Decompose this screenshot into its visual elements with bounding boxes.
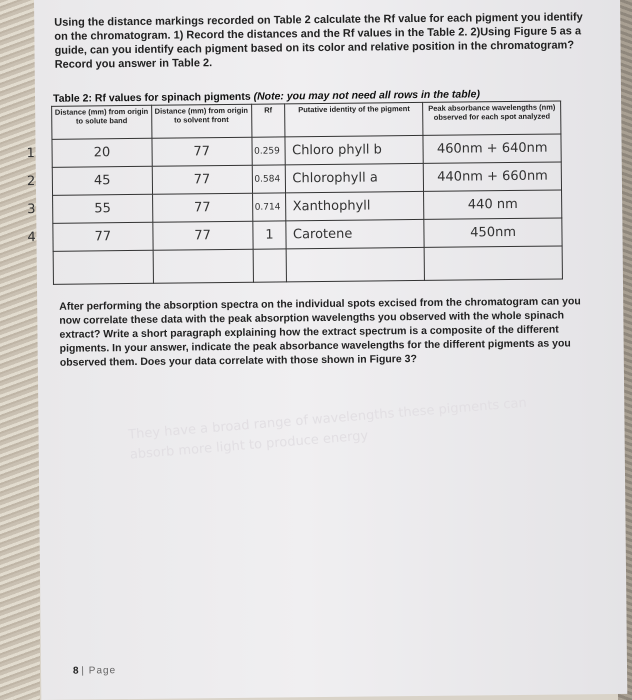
table-note: (Note: you may not need all rows in the table) — [253, 88, 480, 103]
instructions-paragraph: Using the distance markings recorded on Table 2 calculate the Rf value for each pigment you identify on the chromatogram. 1) Record the distances and the Rf values in the Table 2. 2)Using Figure 5 as a guide, can you identify each pigment based on its color and relative position in the chromatogram? Record you answer in Table 2. — [54, 11, 583, 71]
table-header-row — [52, 101, 561, 139]
rf-values-table — [26, 100, 563, 284]
table-row-empty — [53, 246, 562, 284]
rf-cell: 1 — [252, 221, 286, 249]
row-number: 4 — [27, 229, 36, 246]
solute-distance-cell: 2 45 — [52, 166, 152, 195]
pigment-cell — [287, 247, 425, 281]
solvent-distance-cell: 77 — [152, 137, 252, 166]
rf-cell: 0.259 — [251, 137, 285, 165]
rf-cell: 0.584 — [252, 165, 286, 193]
solvent-distance-cell: 77 — [153, 221, 253, 250]
solvent-distance-cell: 77 — [152, 193, 252, 222]
faint-bleed-through-text: They have a broad range of wavelengths these pigments can absorb more light to produce energy — [127, 395, 528, 463]
row-number: 3 — [27, 201, 36, 218]
pigment-cell: Chloro phyll b — [285, 135, 423, 164]
page-number: 8 — [72, 665, 79, 677]
table-row — [52, 134, 561, 167]
solvent-distance-cell — [153, 249, 253, 283]
header-pigment-identity: Putative identity of the pigment — [285, 102, 423, 136]
solute-distance-cell: 3 55 — [53, 194, 153, 223]
header-solvent-distance: Distance (mm) from origin to solvent front — [151, 104, 251, 138]
question-paragraph: After performing the absorption spectra on the individual spots excised from the chromatogram can you now correlate these data with the peak absorption wavelengths you observed with the whole spinach extract? Write a short paragraph explaining how the extract spectrum is a composite of the different pigments. In your answer, indicate the peak absorbance wavelengths for the different pigments as you observed them. Does your data correlate with those shown in Figure 3? — [59, 295, 581, 369]
header-solute-distance: Distance (mm) from origin to solute band — [52, 105, 152, 139]
page-footer — [73, 665, 116, 676]
solute-distance-cell: 1 20 — [52, 138, 152, 167]
solute-distance-cell — [53, 250, 153, 284]
document-page — [26, 0, 627, 700]
pigment-cell: Xanthophyll — [286, 191, 424, 220]
absorbance-cell — [424, 246, 562, 280]
solvent-distance-cell: 77 — [152, 165, 252, 194]
row-number: 2 — [26, 173, 36, 190]
rf-cell — [253, 249, 287, 282]
table-title: Table 2: Rf values for spinach pigments — [52, 90, 251, 105]
absorbance-cell: 450nm — [424, 218, 562, 247]
absorbance-cell: 460nm + 640nm — [423, 134, 561, 163]
pigment-cell: Chlorophyll a — [286, 163, 424, 192]
page-label: | Page — [81, 665, 117, 677]
header-peak-absorbance: Peak absorbance wavelengths (nm) observed for each spot analyzed — [423, 101, 561, 135]
solute-distance-cell: 4 77 — [53, 222, 153, 251]
pigment-cell: Carotene — [286, 219, 424, 248]
row-number: 1 — [26, 145, 35, 162]
absorbance-cell: 440 nm — [424, 190, 562, 219]
absorbance-cell: 440nm + 660nm — [424, 162, 562, 191]
rf-cell: 0.714 — [252, 193, 286, 221]
header-rf: Rf — [251, 104, 285, 137]
background-fur — [0, 0, 40, 700]
